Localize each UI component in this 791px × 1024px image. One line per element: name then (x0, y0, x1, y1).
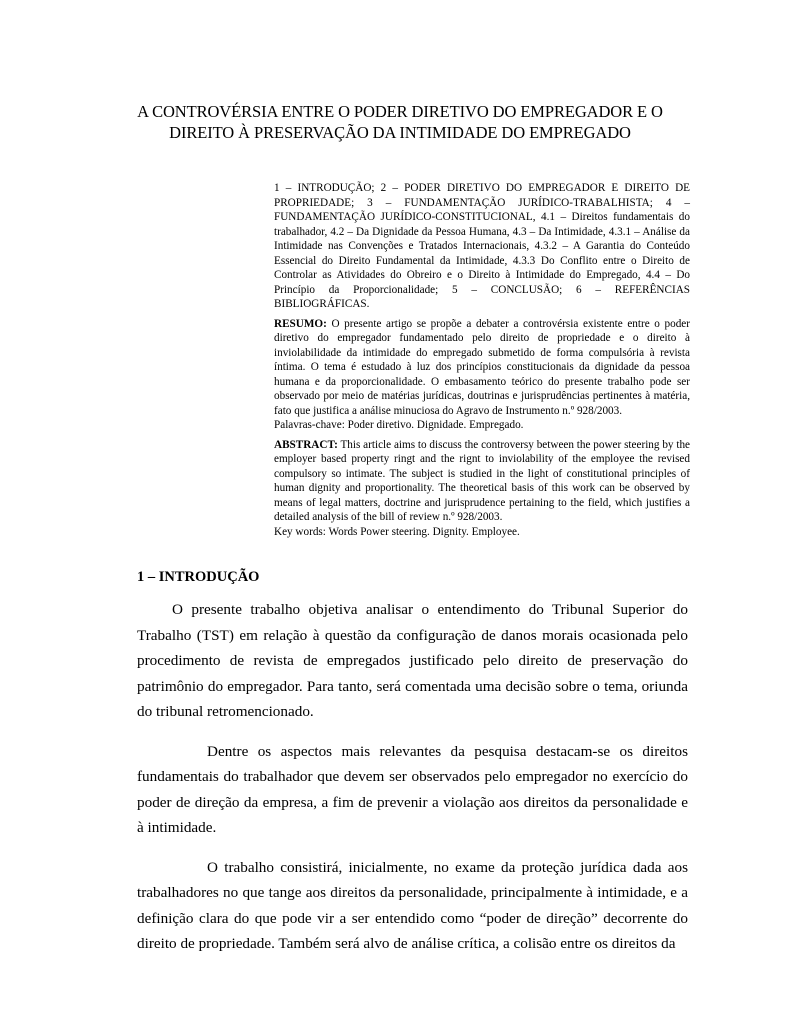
abstract-text: This article aims to discuss the controversy between the power steering by the employer based property ringt and the rignt to inviolability of the employee the revised compulsory so intimate. The subject is studied in the light of constitutional principles of human dignity and proportionality. The theoretical basis of this work can be observed by means of legal matters, doctrine and jurisprudence pertaining to the field, which justifies a detailed analysis of the bill of review n.º 928/2003. (274, 438, 690, 523)
title-line-2: DIREITO À PRESERVAÇÃO DA INTIMIDADE DO EMPREGADO (169, 123, 631, 142)
table-of-contents: 1 – INTRODUÇÃO; 2 – PODER DIRETIVO DO EMPREGADOR E DIREITO DE PROPRIEDADE; 3 – FUNDAMENTAÇÃO JURÍDICO-TRABALHISTA; 4 – FUNDAMENTAÇÃO JURÍDICO-CONSTITUCIONAL, 4.1 – Direitos fundamentais do trabalhador, 4.2 – Da Dignidade da Pessoa Humana, 4.3 – Da Intimidade, 4.3.1 – Análise da Intimidade nas Convenções e Tratados Internacionais, 4.3.2 – A Garantia do Conteúdo Essencial do Direito Fundamental da Intimidade, 4.3.3 Do Conflito entre o Direito de Controlar as Atividades do Obreiro e o Direito à Intimidade do Empregado, 4.4 – Do Princípio da Proporcionalidade; 5 – CONCLUSÃO; 6 – REFERÊNCIAS BIBLIOGRÁFICAS. (274, 182, 690, 310)
resumo-text: O presente artigo se propõe a debater a controvérsia existente entre o poder diretivo do empregador fundamentado pelo direito de propriedade e o direito à inviolabilidade da intimidade do empregado submetido de forma compulsória à revista íntima. O tema é estudado à luz dos princípios constitucionais da dignidade da pessoa humana e da proporcionalidade. O embasamento teórico do presente trabalho pode ser observado por meio de matérias jurídicas, doutrinas e jurisprudências pertinentes à matéria, fato que justifica a análise minuciosa do Agravo de Instrumento n.º 928/2003. (274, 317, 690, 417)
article-title (100, 101, 700, 143)
section-body (137, 597, 688, 971)
body-paragraph-1: O presente trabalho objetiva analisar o entendimento do Tribunal Superior do Trabalho (TST) em relação à questão da configuração de danos morais ocasionada pelo procedimento de revista de empregados justificado pelo direito de preservação do patrimônio do empregador. Para tanto, será comentada uma decisão sobre o tema, oriunda do tribunal retromencionado. (137, 601, 688, 720)
palavras-chave: Palavras-chave: Poder diretivo. Dignidade. Empregado. (274, 419, 524, 431)
section-heading-introducao: 1 – INTRODUÇÃO (137, 569, 260, 585)
resumo-paragraph (274, 317, 690, 419)
key-words: Key words: Words Power steering. Dignity. Employee. (274, 525, 520, 538)
body-paragraph-2: Dentre os aspectos mais relevantes da pesquisa destacam-se os direitos fundamentais do trabalhador que devem ser observados pelo empregador no exercício do poder de direção da empresa, a fim de prevenir a violação aos direitos da personalidade e à intimidade. (137, 742, 688, 836)
resumo-label: RESUMO: (274, 317, 327, 330)
body-paragraph-3: O trabalho consistirá, inicialmente, no exame da proteção jurídica dada aos trabalhadores no que tange aos direitos da personalidade, principalmente à intimidade, e a definição clara do que pode vir a ser entendido como “poder de direção” decorrente do direito de propriedade. Também será alvo de análise crítica, a colisão entre os direitos da (137, 858, 688, 952)
abstract-paragraph (274, 438, 690, 525)
abstract-label: ABSTRACT: (274, 438, 338, 451)
title-line-1: A CONTROVÉRSIA ENTRE O PODER DIRETIVO DO EMPREGADOR E O (137, 102, 663, 121)
summary-block (274, 181, 690, 539)
